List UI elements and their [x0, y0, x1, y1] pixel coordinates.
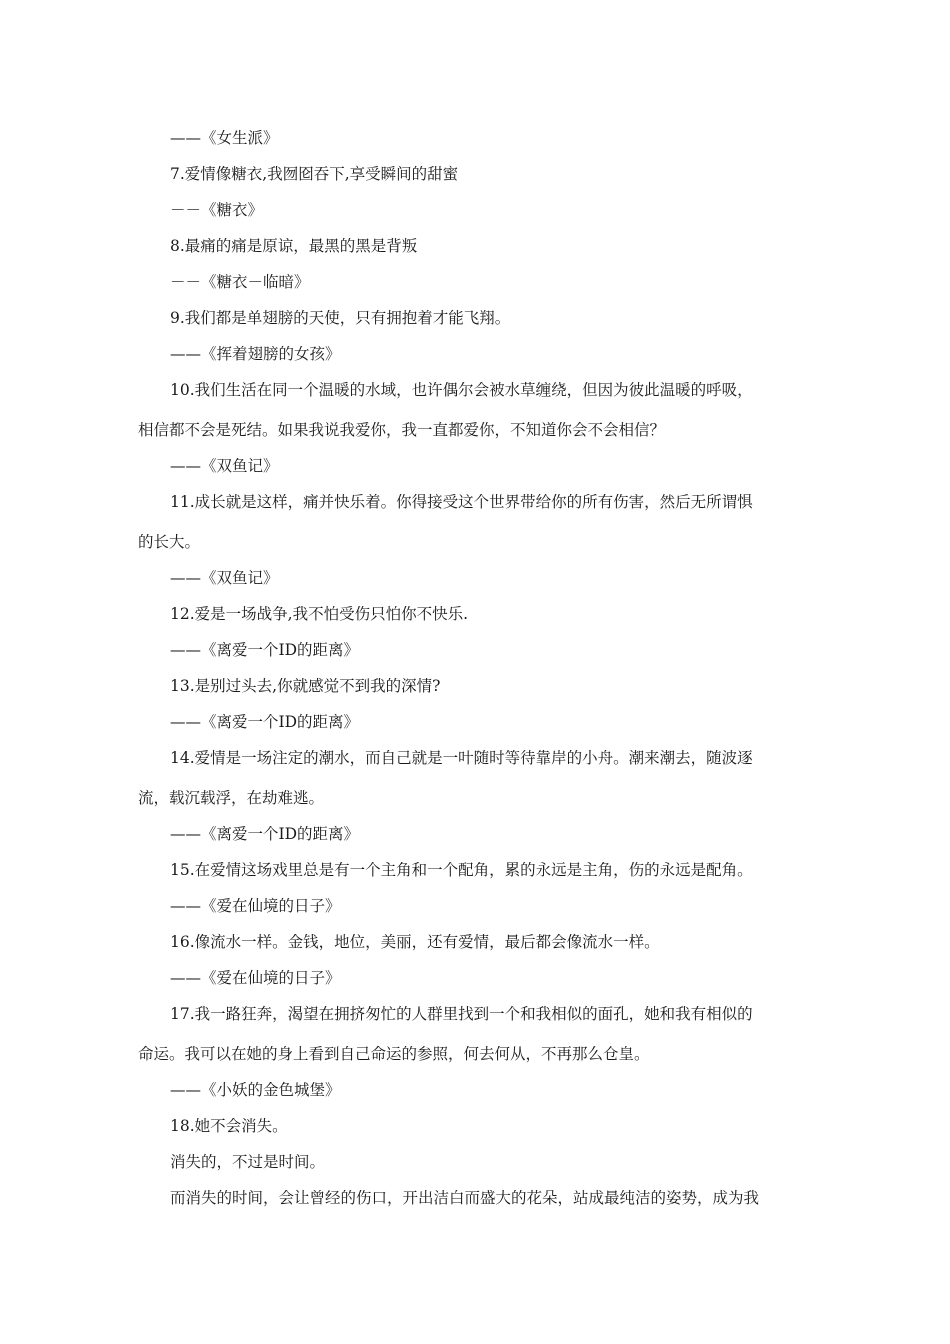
- quote-continuation-line: 流，载沉载浮，在劫难逃。: [138, 789, 325, 807]
- quote-continuation-line: 相信都不会是死结。如果我说我爱你，我一直都爱你，不知道你会不会相信？: [138, 421, 666, 439]
- quote-line: 11.成长就是这样，痛并快乐着。你得接受这个世界带给你的所有伤害，然后无所谓惧: [170, 493, 753, 511]
- quote-line: 10.我们生活在同一个温暖的水域，也许偶尔会被水草缠绕，但因为彼此温暖的呼吸，: [170, 381, 753, 399]
- attribution-line: －－《糖衣》: [170, 201, 264, 219]
- attribution-line: ——《离爱一个ID的距离》: [170, 713, 360, 731]
- attribution-line: ——《双鱼记》: [170, 569, 279, 587]
- quote-line: 12.爱是一场战争,我不怕受伤只怕你不快乐.: [170, 605, 469, 623]
- attribution-line: ——《挥着翅膀的女孩》: [170, 345, 341, 363]
- quote-line: 7.爱情像糖衣,我囫囵吞下,享受瞬间的甜蜜: [170, 165, 459, 183]
- attribution-line: ——《双鱼记》: [170, 457, 279, 475]
- quote-line: 14.爱情是一场注定的潮水，而自己就是一叶随时等待靠岸的小舟。潮来潮去，随波逐: [170, 749, 753, 767]
- quote-continuation-line: 的长大。: [138, 533, 201, 551]
- attribution-line: ——《女生派》: [170, 129, 279, 147]
- quote-line: 15.在爱情这场戏里总是有一个主角和一个配角，累的永远是主角，伤的永远是配角。: [170, 861, 753, 879]
- quote-line: 消失的，不过是时间。: [170, 1153, 326, 1171]
- quote-line: 16.像流水一样。金钱，地位，美丽，还有爱情，最后都会像流水一样。: [170, 933, 660, 951]
- attribution-line: ——《爱在仙境的日子》: [170, 969, 341, 987]
- attribution-line: －－《糖衣－临暗》: [170, 273, 310, 291]
- attribution-line: ——《离爱一个ID的距离》: [170, 641, 360, 659]
- attribution-line: ——《离爱一个ID的距离》: [170, 825, 360, 843]
- quote-line: 18.她不会消失。: [170, 1117, 288, 1135]
- quote-continuation-line: 命运。我可以在她的身上看到自己命运的参照，何去何从，不再那么仓皇。: [138, 1045, 650, 1063]
- quote-line: 17.我一路狂奔，渴望在拥挤匆忙的人群里找到一个和我相似的面孔，她和我有相似的: [170, 1005, 753, 1023]
- quote-line: 而消失的时间，会让曾经的伤口，开出洁白而盛大的花朵，站成最纯洁的姿势，成为我: [170, 1189, 760, 1207]
- attribution-line: ——《爱在仙境的日子》: [170, 897, 341, 915]
- quote-line: 9.我们都是单翅膀的天使，只有拥抱着才能飞翔。: [170, 309, 511, 327]
- quote-line: 8.最痛的痛是原谅，最黑的黑是背叛: [170, 237, 418, 255]
- attribution-line: ——《小妖的金色城堡》: [170, 1081, 341, 1099]
- quote-line: 13.是别过头去,你就感觉不到我的深情?: [170, 677, 441, 695]
